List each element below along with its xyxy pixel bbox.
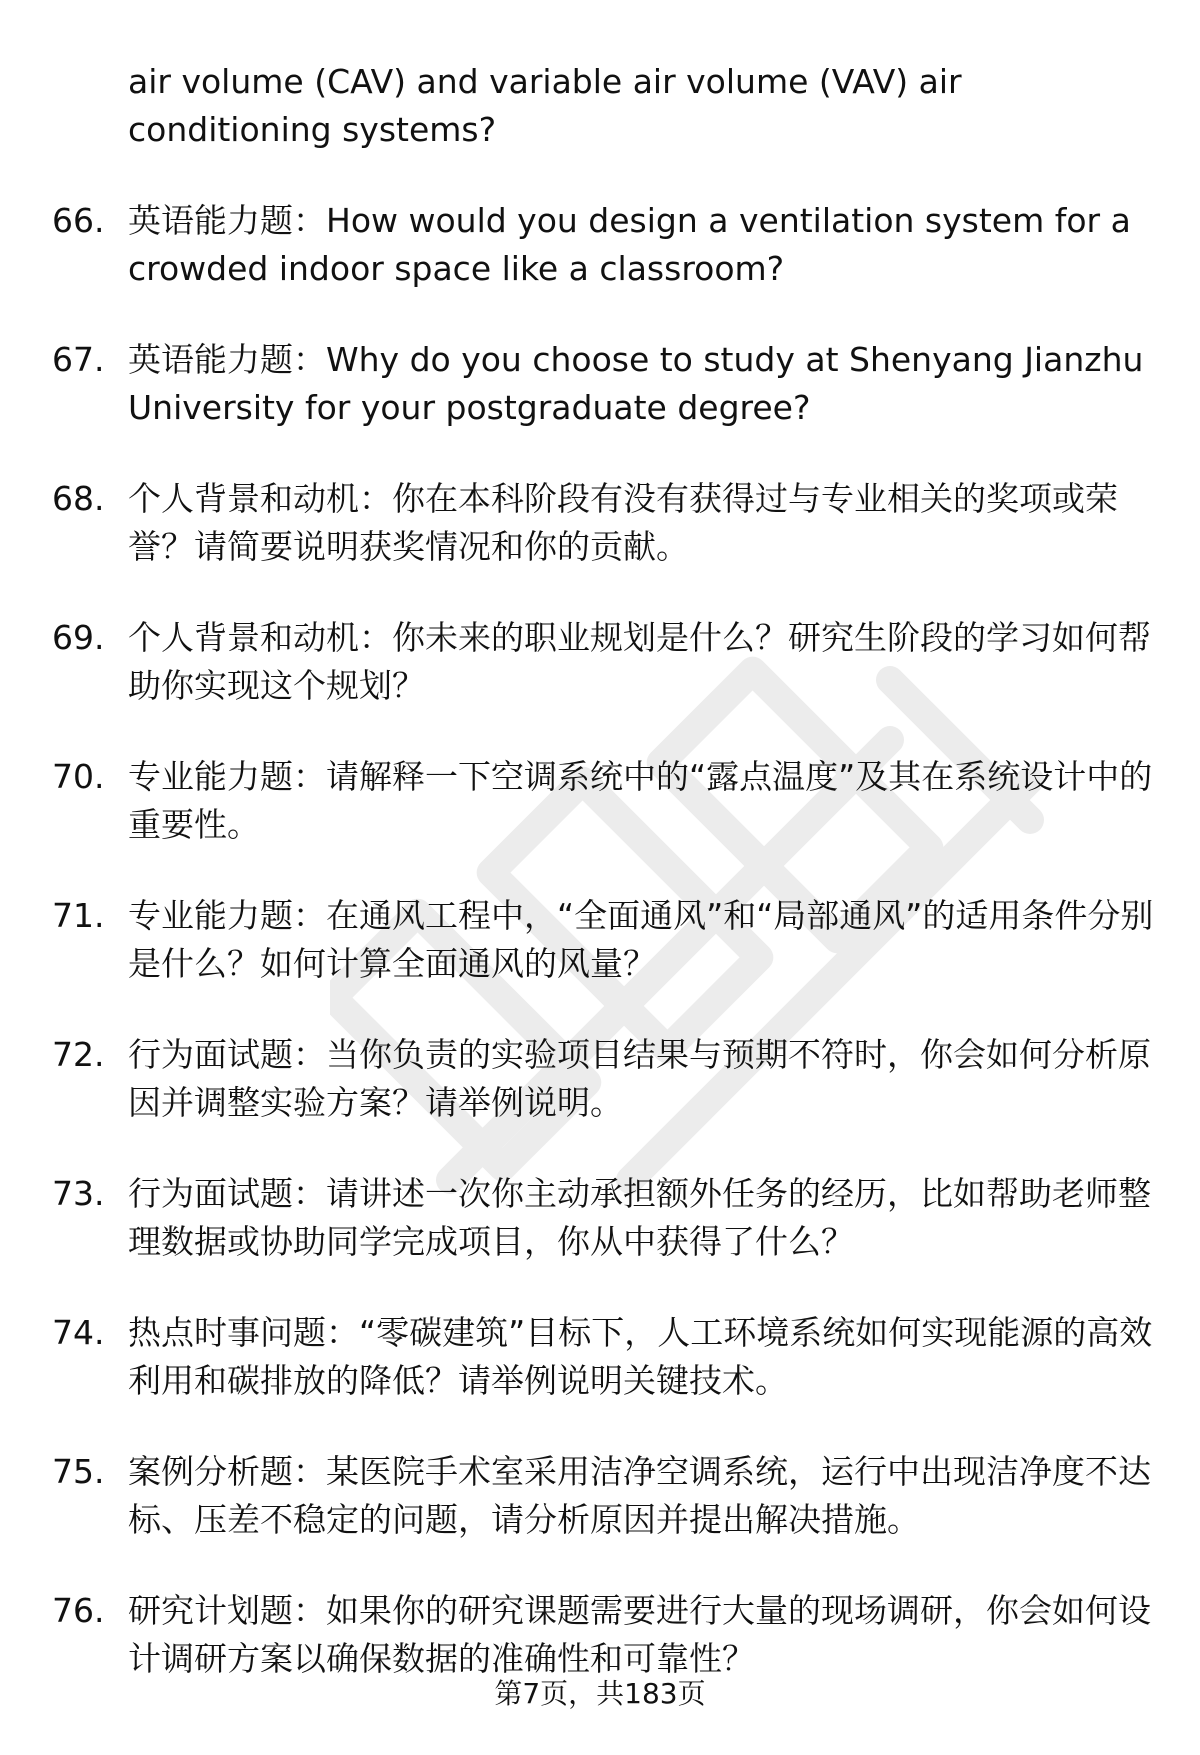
list-item	[0, 1170, 1200, 1266]
list-item	[0, 1448, 1200, 1544]
item-number: 75.	[52, 1452, 105, 1491]
list-item	[0, 892, 1200, 988]
list-item	[0, 197, 1200, 293]
item-text: 个人背景和动机：你未来的职业规划是什么？研究生阶段的学习如何帮助你实现这个规划？	[128, 618, 1151, 705]
item-number: 69.	[52, 618, 105, 657]
item-text: 英语能力题：How would you design a ventilation system for a crowded indoor space like a classroom?	[128, 201, 1131, 288]
item-number: 67.	[52, 340, 105, 379]
item-number: 70.	[52, 757, 105, 796]
list-item-continuation	[0, 58, 1200, 154]
list-item	[0, 753, 1200, 849]
question-list	[0, 58, 1200, 1726]
list-item	[0, 1031, 1200, 1127]
item-text: 个人背景和动机：你在本科阶段有没有获得过与专业相关的奖项或荣誉？请简要说明获奖情况和你的贡献。	[128, 479, 1118, 566]
item-number: 71.	[52, 896, 105, 935]
item-text: 研究计划题：如果你的研究课题需要进行大量的现场调研，你会如何设计调研方案以确保数据的准确性和可靠性？	[128, 1591, 1151, 1678]
item-text: 热点时事问题：“零碳建筑”目标下，人工环境系统如何实现能源的高效利用和碳排放的降低？请举例说明关键技术。	[128, 1313, 1153, 1400]
item-text: 专业能力题：在通风工程中，“全面通风”和“局部通风”的适用条件分别是什么？如何计算全面通风的风量？	[128, 896, 1154, 983]
item-text: 英语能力题：Why do you choose to study at Shenyang Jianzhu University for your postgraduate degree?	[128, 340, 1144, 427]
list-item	[0, 336, 1200, 432]
continuation-text: air volume (CAV) and variable air volume (VAV) air conditioning systems?	[128, 62, 962, 149]
item-number: 68.	[52, 479, 105, 518]
item-number: 72.	[52, 1035, 105, 1074]
page-footer: 第7页，共183页	[494, 1677, 706, 1710]
list-item	[0, 614, 1200, 710]
item-number: 74.	[52, 1313, 105, 1352]
list-item	[0, 475, 1200, 571]
item-text: 行为面试题：当你负责的实验项目结果与预期不符时，你会如何分析原因并调整实验方案？请举例说明。	[128, 1035, 1151, 1122]
item-number: 73.	[52, 1174, 105, 1213]
list-item	[0, 1309, 1200, 1405]
item-number: 76.	[52, 1591, 105, 1630]
item-text: 案例分析题：某医院手术室采用洁净空调系统，运行中出现洁净度不达标、压差不稳定的问题，请分析原因并提出解决措施。	[128, 1452, 1151, 1539]
item-text: 专业能力题：请解释一下空调系统中的“露点温度”及其在系统设计中的重要性。	[128, 757, 1153, 844]
item-text: 行为面试题：请讲述一次你主动承担额外任务的经历，比如帮助老师整理数据或协助同学完成项目，你从中获得了什么？	[128, 1174, 1151, 1261]
item-number: 66.	[52, 201, 105, 240]
list-item	[0, 1587, 1200, 1683]
